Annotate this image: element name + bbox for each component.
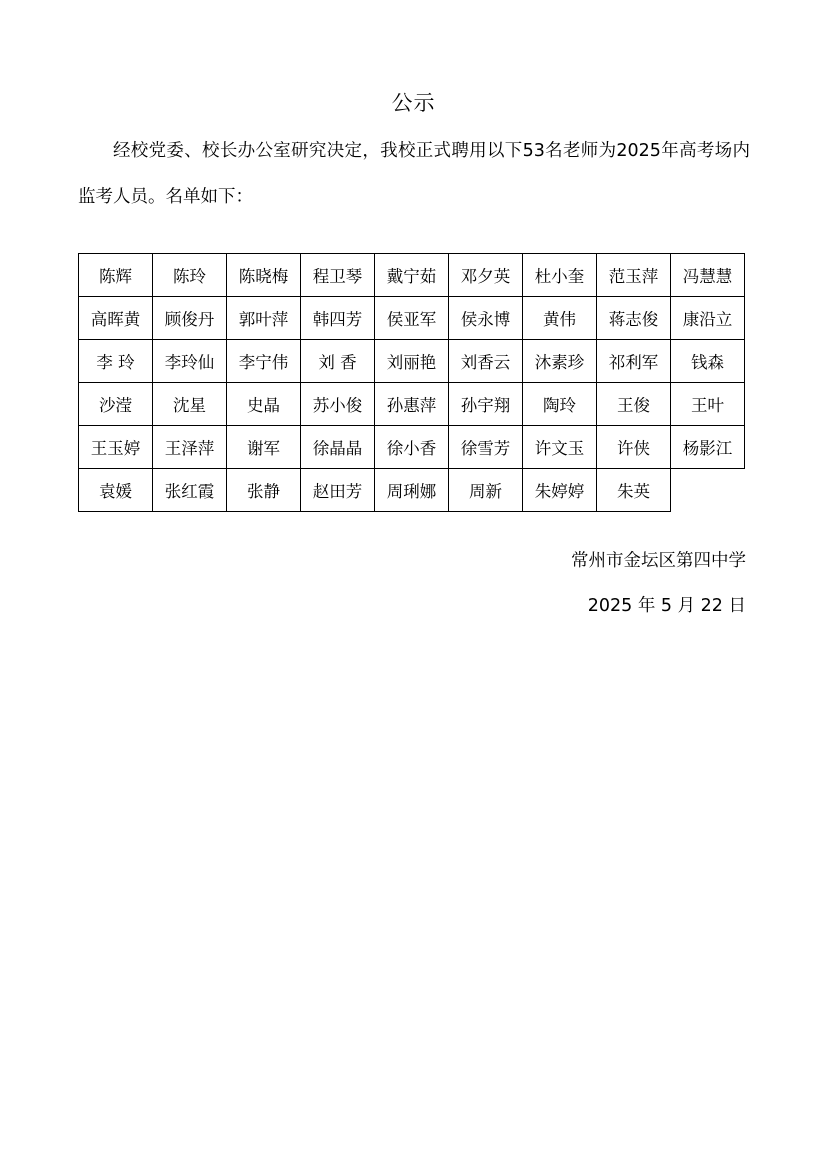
table-row [79, 469, 745, 512]
teacher-name-cell: 周琍娜 [375, 469, 449, 512]
teacher-name-cell: 周新 [449, 469, 523, 512]
teacher-name-cell: 侯永博 [449, 297, 523, 340]
teacher-name-cell: 侯亚军 [375, 297, 449, 340]
table-row [79, 297, 745, 340]
teacher-name-cell: 戴宁茹 [375, 254, 449, 297]
teacher-name-cell: 李宁伟 [227, 340, 301, 383]
teacher-name-cell: 陈晓梅 [227, 254, 301, 297]
empty-cell [671, 469, 745, 512]
teacher-name-cell: 黄伟 [523, 297, 597, 340]
table-row [79, 383, 745, 426]
table-row [79, 254, 745, 297]
teacher-name-cell: 郭叶萍 [227, 297, 301, 340]
teacher-name-cell: 孙惠萍 [375, 383, 449, 426]
teacher-name-cell: 孙宇翔 [449, 383, 523, 426]
teacher-name-cell: 张静 [227, 469, 301, 512]
school-signature: 常州市金坛区第四中学 [571, 551, 746, 571]
teacher-name-cell: 王泽萍 [153, 426, 227, 469]
teacher-name-cell: 王叶 [671, 383, 745, 426]
teacher-name-cell: 钱森 [671, 340, 745, 383]
teacher-name-cell: 冯慧慧 [671, 254, 745, 297]
teacher-name-cell: 陈玲 [153, 254, 227, 297]
teacher-name-cell: 高晖黄 [79, 297, 153, 340]
teacher-name-cell: 徐晶晶 [301, 426, 375, 469]
teacher-name-cell: 邓夕英 [449, 254, 523, 297]
announcement-paragraph: 经校党委、校长办公室研究决定，我校正式聘用以下53名老师为2025年高考场内监考人员。名单如下： [78, 141, 750, 207]
teacher-name-cell: 顾俊丹 [153, 297, 227, 340]
teacher-name-cell: 徐雪芳 [449, 426, 523, 469]
teacher-name-cell: 史晶 [227, 383, 301, 426]
teacher-name-cell: 陈辉 [79, 254, 153, 297]
teacher-name-cell: 徐小香 [375, 426, 449, 469]
teacher-name-cell: 许侠 [597, 426, 671, 469]
teacher-name-cell: 朱婷婷 [523, 469, 597, 512]
teacher-name-cell: 杜小奎 [523, 254, 597, 297]
teacher-name-cell: 程卫琴 [301, 254, 375, 297]
teacher-name-cell: 王俊 [597, 383, 671, 426]
name-table [78, 253, 745, 512]
table-row [79, 340, 745, 383]
teacher-name-cell: 许文玉 [523, 426, 597, 469]
teacher-name-cell: 祁利军 [597, 340, 671, 383]
table-row [79, 426, 745, 469]
teacher-name-cell: 刘丽艳 [375, 340, 449, 383]
page-title: 公示 [391, 91, 436, 115]
teacher-name-cell: 李 玲 [79, 340, 153, 383]
teacher-name-cell: 范玉萍 [597, 254, 671, 297]
teacher-name-cell: 袁媛 [79, 469, 153, 512]
teacher-name-cell: 杨影江 [671, 426, 745, 469]
teacher-name-cell: 蒋志俊 [597, 297, 671, 340]
teacher-name-cell: 朱英 [597, 469, 671, 512]
teacher-name-cell: 沙滢 [79, 383, 153, 426]
teacher-name-cell: 康沿立 [671, 297, 745, 340]
teacher-name-cell: 苏小俊 [301, 383, 375, 426]
teacher-name-cell: 刘 香 [301, 340, 375, 383]
teacher-name-cell: 沐素珍 [523, 340, 597, 383]
teacher-name-cell: 刘香云 [449, 340, 523, 383]
teacher-name-cell: 张红霞 [153, 469, 227, 512]
teacher-name-cell: 赵田芳 [301, 469, 375, 512]
announcement-date: 2025 年 5 月 22 日 [587, 596, 746, 616]
teacher-name-cell: 沈星 [153, 383, 227, 426]
teacher-name-cell: 李玲仙 [153, 340, 227, 383]
teacher-name-cell: 谢军 [227, 426, 301, 469]
teacher-name-cell: 韩四芳 [301, 297, 375, 340]
teacher-name-cell: 陶玲 [523, 383, 597, 426]
teacher-name-cell: 王玉婷 [79, 426, 153, 469]
